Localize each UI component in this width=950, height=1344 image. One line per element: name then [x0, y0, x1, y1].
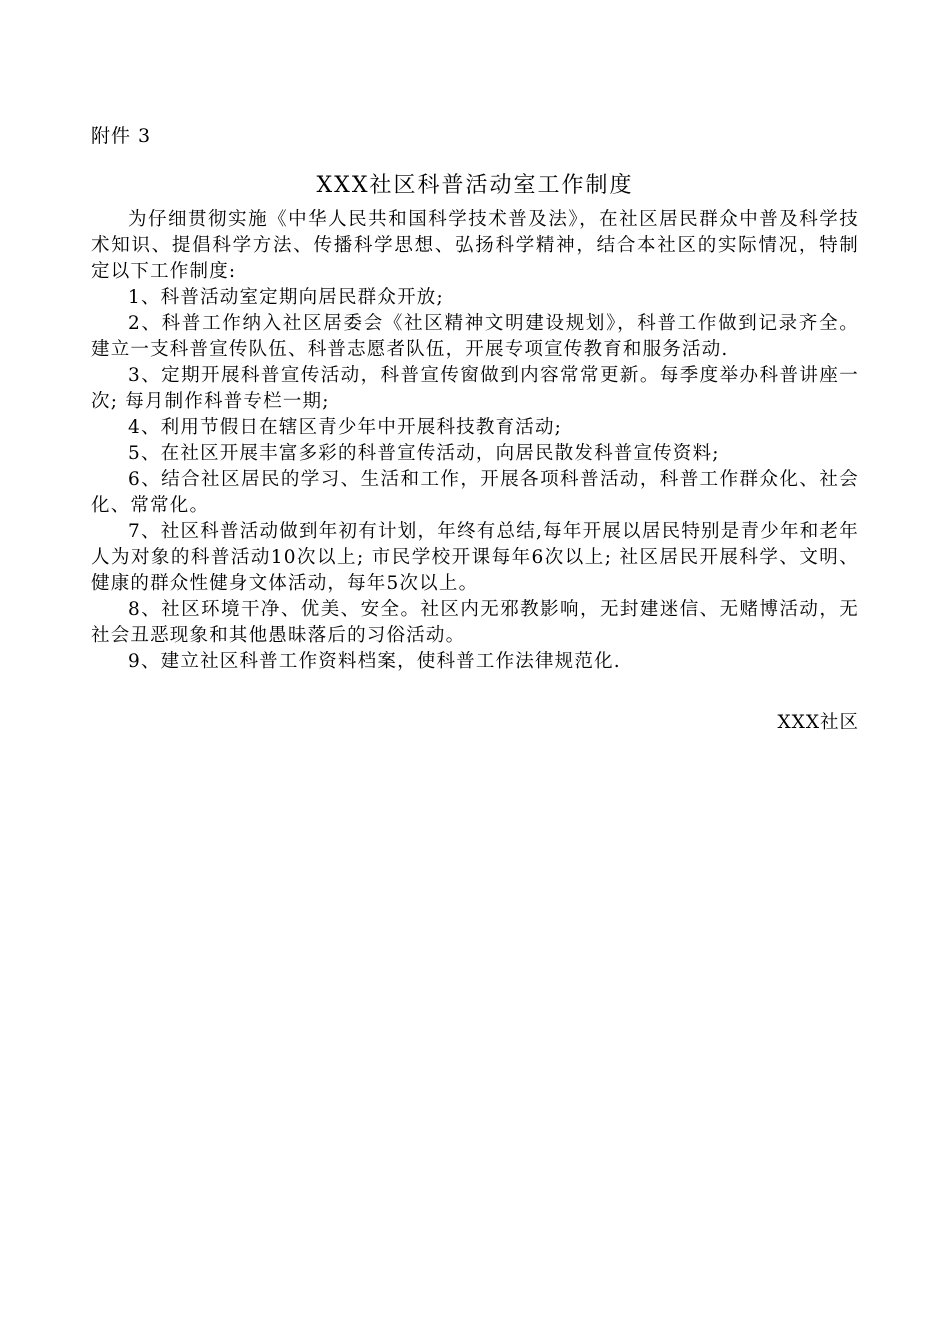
rule-item-6: 6、结合社区居民的学习、生活和工作，开展各项科普活动，科普工作群众化、社会化、常常化。 [91, 469, 859, 516]
document-title: XXX社区科普活动室工作制度 [316, 173, 634, 198]
rule-item-8: 8、社区环境干净、优美、安全。社区内无邪教影响，无封建迷信、无赌博活动，无社会丑恶现象和其他愚昧落后的习俗活动。 [91, 599, 859, 646]
rule-item-4: 4、利用节假日在辖区青少年中开展科技教育活动; [128, 417, 563, 438]
attachment-label: 附件 3 [91, 125, 152, 147]
rule-item-2: 2、科普工作纳入社区居委会《社区精神文明建设规划》，科普工作做到记录齐全。建立一支科普宣传队伍、科普志愿者队伍，开展专项宣传教育和服务活动. [91, 313, 859, 360]
rule-item-7: 7、社区科普活动做到年初有计划，年终有总结,每年开展以居民特别是青少年和老年人为对象的科普活动10次以上; 市民学校开课每年6次以上; 社区居民开展科学、文明、健康的群众性健身文体活动，每年5次以上。 [91, 521, 859, 594]
rule-item-3: 3、定期开展科普宣传活动，科普宣传窗做到内容常常更新。每季度举办科普讲座一次; 每月制作科普专栏一期; [91, 365, 859, 412]
document-body [91, 207, 859, 675]
rule-item-1: 1、科普活动室定期向居民群众开放; [128, 287, 444, 308]
rule-item-5: 5、在社区开展丰富多彩的科普宣传活动，向居民散发科普宣传资料; [128, 443, 720, 464]
intro-paragraph: 为仔细贯彻实施《中华人民共和国科学技术普及法》，在社区居民群众中普及科学技术知识、提倡科学方法、传播科学思想、弘扬科学精神，结合本社区的实际情况，特制定以下工作制度: [91, 209, 859, 282]
rule-item-9: 9、建立社区科普工作资料档案，使科普工作法律规范化. [128, 651, 621, 672]
signature-community: XXX社区 [777, 712, 859, 733]
